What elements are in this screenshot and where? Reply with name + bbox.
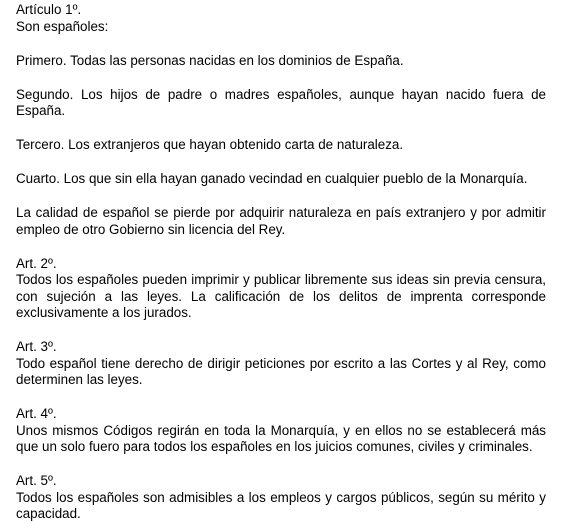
article-1-header <box>16 2 546 35</box>
article-1-item-tercero <box>16 137 546 154</box>
article-1-item-text: Segundo. Los hijos de padre o madres españoles, aunque hayan nacido fuera de España. <box>16 86 546 118</box>
article-1-intro: Son españoles: <box>16 18 109 34</box>
article-2-text: Todos los españoles pueden imprimir y publicar libremente sus ideas sin previa censura, con sujeción a las leyes. La calificación de los delitos de imprenta corresponde exclusivamente a los jurados. <box>16 272 546 320</box>
article-2 <box>16 256 546 322</box>
article-1-item-segundo <box>16 87 546 120</box>
article-3-text: Todo español tiene derecho de dirigir peticiones por escrito a las Cortes y al Rey, como determinen las leyes. <box>16 355 546 387</box>
article-5-heading: Art. 5º. <box>16 473 57 488</box>
article-1-item-text: Cuarto. Los que sin ella hayan ganado vecindad en cualquier pueblo de la Monarquía. <box>16 171 528 186</box>
article-4-text: Unos mismos Códigos regirán en toda la Monarquía, y en ellos no se establecerá más que un solo fuero para todos los españoles en los juicios comunes, civiles y criminales. <box>16 422 546 454</box>
article-1-paragraph-loss <box>16 205 546 238</box>
article-2-heading: Art. 2º. <box>16 255 57 271</box>
article-4-heading: Art. 4º. <box>16 406 57 421</box>
article-4 <box>16 406 546 456</box>
article-3 <box>16 339 546 389</box>
article-5 <box>16 473 546 523</box>
article-1-item-text: Tercero. Los extranjeros que hayan obtenido carta de naturaleza. <box>16 137 404 152</box>
article-3-heading: Art. 3º. <box>16 339 57 354</box>
article-1-item-primero <box>16 53 546 70</box>
article-1-item-text: La calidad de español se pierde por adquirir naturaleza en país extranjero y por admitir empleo de otro Gobierno sin licencia del Rey. <box>16 205 546 237</box>
article-1-item-text: Primero. Todas las personas nacidas en los dominios de España. <box>16 52 404 68</box>
article-1-heading: Artículo 1º. <box>16 2 82 17</box>
article-1-item-cuarto <box>16 171 546 188</box>
article-5-text: Todos los españoles son admisibles a los empleos y cargos públicos, según su mérito y capacidad. <box>16 489 546 521</box>
